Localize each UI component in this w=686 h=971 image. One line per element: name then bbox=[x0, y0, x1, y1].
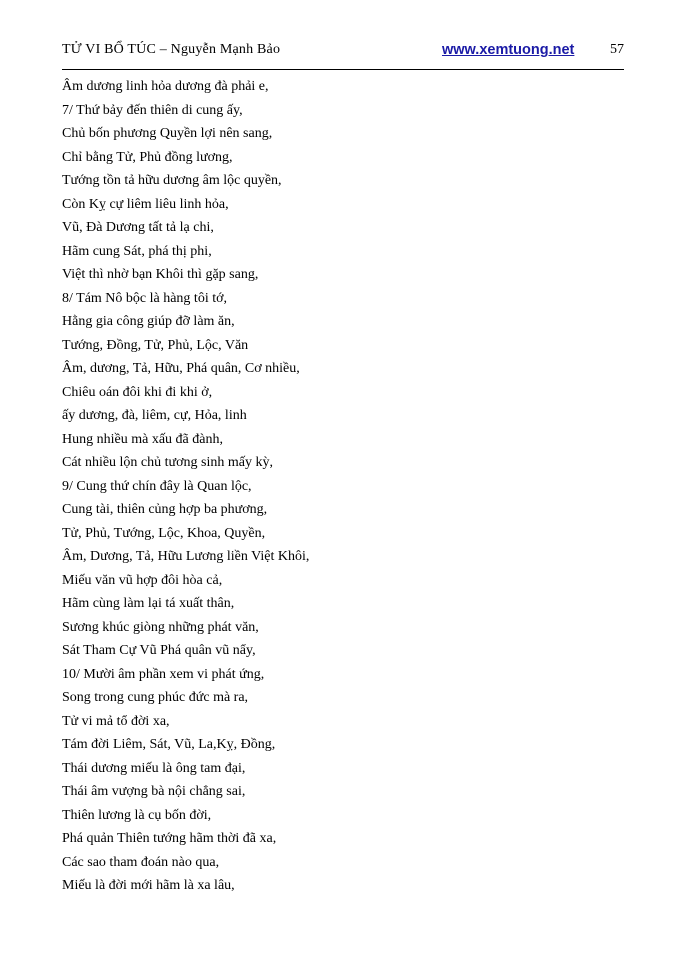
text-line: Miếu văn vũ hợp đôi hòa cả, bbox=[62, 572, 223, 588]
text-line: Cung tài, thiên củng hợp ba phương, bbox=[62, 502, 268, 517]
text-line: 7/ Thứ bảy đến thiên di cung ấy, bbox=[62, 102, 243, 118]
text-line: Chủ bốn phương Quyền lợi nên sang, bbox=[62, 126, 273, 141]
text-line: Các sao tham đoán nào qua, bbox=[62, 854, 220, 870]
text-line: Song trong cung phúc đức mà ra, bbox=[62, 690, 249, 705]
text-line: Tám đời Liêm, Sát, Vũ, La,Kỵ, Đồng, bbox=[62, 737, 276, 752]
page-number: 57 bbox=[610, 42, 624, 57]
text-line: Phá quản Thiên tướng hãm thời đã xa, bbox=[62, 831, 277, 846]
text-line: Tướng tồn tả hữu dương âm lộc quyền, bbox=[62, 173, 282, 188]
text-line: Miếu là đời mới hãm là xa lâu, bbox=[62, 878, 235, 893]
header-divider bbox=[62, 69, 624, 70]
text-line: Chỉ bằng Tử, Phủ đồng lương, bbox=[62, 149, 233, 165]
text-line: 10/ Mười âm phần xem vi phát ứng, bbox=[62, 666, 265, 682]
text-line: Âm, dương, Tả, Hữu, Phá quân, Cơ nhiều, bbox=[62, 361, 300, 376]
text-line: Cát nhiều lộn chủ tương sinh mấy kỳ, bbox=[62, 455, 273, 470]
text-line: Hãm cung Sát, phá thị phi, bbox=[62, 243, 212, 259]
text-line: Hằng gia công giúp đỡ làm ăn, bbox=[62, 314, 235, 329]
poem-text bbox=[62, 75, 624, 898]
text-line: 8/ Tám Nô bộc là hàng tôi tớ, bbox=[62, 290, 228, 306]
text-line: Âm dương linh hỏa dương đà phải e, bbox=[62, 79, 269, 94]
text-line: 9/ Cung thứ chín đây là Quan lộc, bbox=[62, 478, 252, 494]
text-line: Việt thì nhờ bạn Khôi thì gặp sang, bbox=[62, 267, 259, 282]
text-line: Tử, Phủ, Tướng, Lộc, Khoa, Quyền, bbox=[62, 525, 266, 541]
website-link[interactable]: www.xemtuong.net bbox=[442, 42, 575, 58]
text-line: Thiên lương là cụ bốn đời, bbox=[62, 807, 212, 823]
text-line: Tử vi mả tổ đời xa, bbox=[62, 713, 170, 729]
page-header bbox=[62, 42, 624, 62]
text-line: Thái dương miếu là ông tam đại, bbox=[62, 760, 246, 776]
text-line: ấy dương, đà, liêm, cự, Hỏa, linh bbox=[62, 408, 247, 423]
text-line: Hung nhiều mà xấu đã đành, bbox=[62, 431, 223, 447]
text-line: Tướng, Đồng, Tử, Phủ, Lộc, Văn bbox=[62, 337, 249, 353]
text-line: Thái âm vượng bà nội chẳng sai, bbox=[62, 784, 246, 799]
text-line: Âm, Dương, Tả, Hữu Lương liền Việt Khôi, bbox=[62, 549, 310, 564]
text-line: Còn Kỵ cự liêm liêu linh hỏa, bbox=[62, 196, 229, 212]
text-line: Sát Tham Cự Vũ Phá quân vũ nẩy, bbox=[62, 643, 256, 658]
text-line: Chiêu oán đôi khi đi khi ở, bbox=[62, 384, 213, 400]
text-line: Vũ, Đà Dương tất tả lạ chi, bbox=[62, 220, 214, 235]
text-line: Sương khúc giòng những phát văn, bbox=[62, 619, 259, 635]
text-line: Hãm cùng làm lại tá xuất thân, bbox=[62, 596, 235, 611]
document-title: TỬ VI BỔ TÚC – Nguyễn Mạnh Bảo bbox=[62, 42, 281, 57]
